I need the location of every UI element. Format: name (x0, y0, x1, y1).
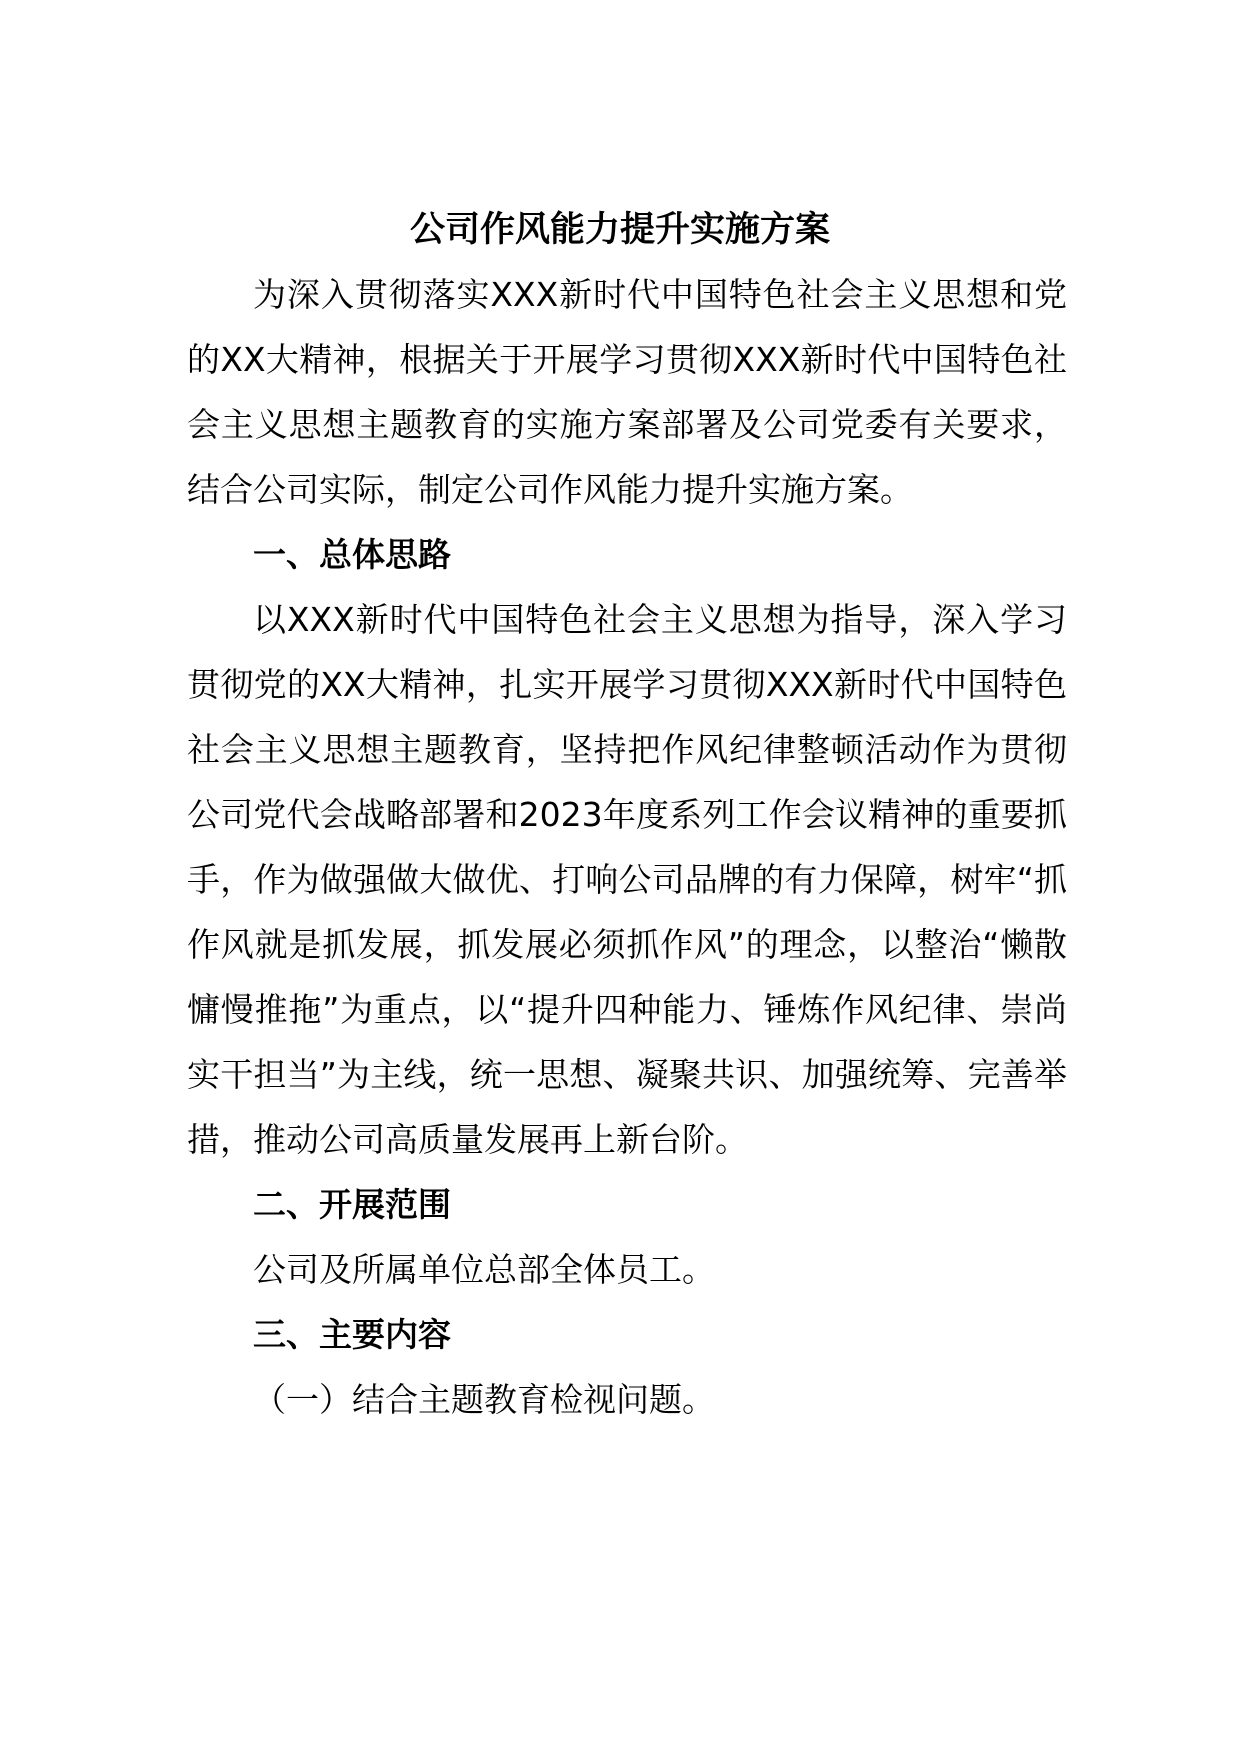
overall-approach-paragraph: 以XXX新时代中国特色社会主义思想为指导，深入学习贯彻党的XX大精神，扎实开展学习贯彻XXX新时代中国特色社会主义思想主题教育，坚持把作风纪律整顿活动作为贯彻公司党代会战略部署和2023年度系列工作会议精神的重要抓手，作为做强做大做优、打响公司品牌的有力保障，树牢“抓作风就是抓发展，抓发展必须抓作风”的理念，以整治“懒散慵慢推拖”为重点，以“提升四种能力、锤炼作风纪律、崇尚实干担当”为主线，统一思想、凝聚共识、加强统筹、完善举措，推动公司高质量发展再上新台阶。 (187, 600, 1067, 1159)
scope-paragraph: 公司及所属单位总部全体员工。 (253, 1250, 715, 1289)
document-title: 公司作风能力提升实施方案 (409, 210, 830, 250)
section-heading-overall-approach: 一、总体思路 (253, 535, 451, 574)
section-heading-main-content: 三、主要内容 (253, 1315, 451, 1354)
document-body (187, 262, 1067, 1432)
intro-paragraph: 为深入贯彻落实XXX新时代中国特色社会主义思想和党的XX大精神，根据关于开展学习贯彻XXX新时代中国特色社会主义思想主题教育的实施方案部署及公司党委有关要求，结合公司实际，制定公司作风能力提升实施方案。 (187, 275, 1067, 509)
section-heading-scope: 二、开展范围 (253, 1185, 451, 1224)
sub-heading-review-issues: （一）结合主题教育检视问题。 (253, 1380, 715, 1419)
